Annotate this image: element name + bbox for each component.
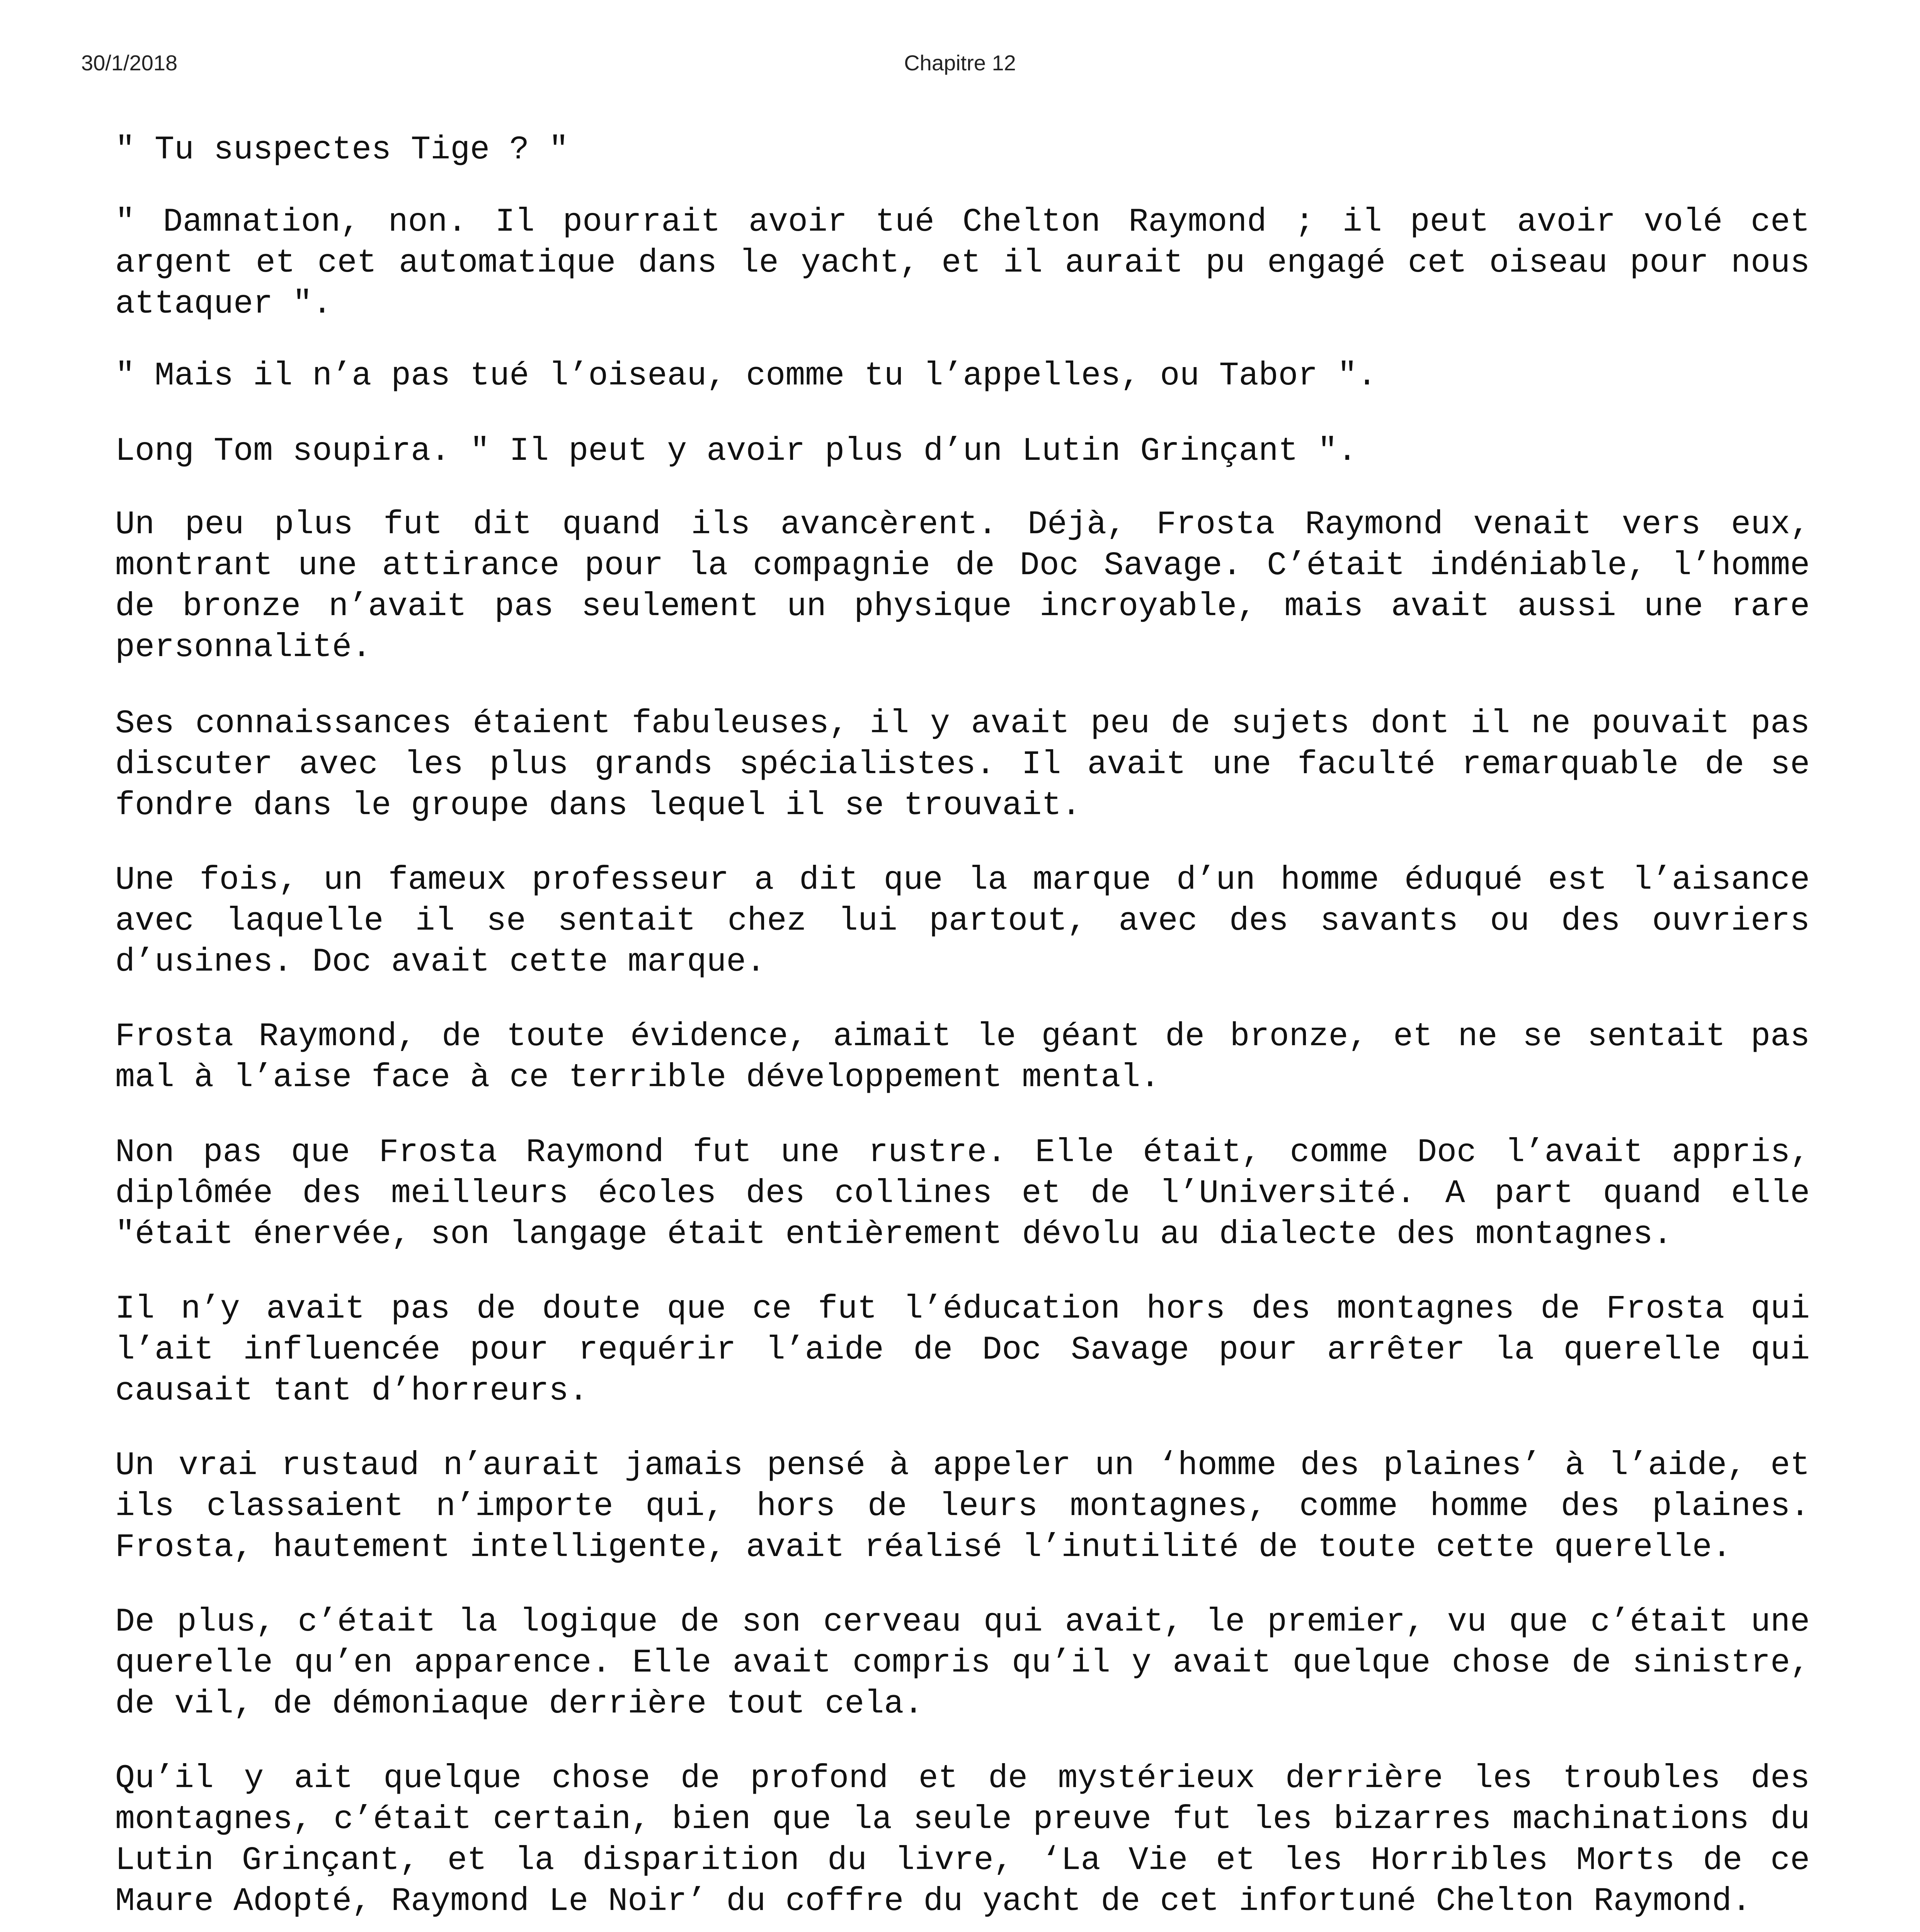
page-header [0,0,1920,116]
paragraph: " Tu suspectes Tige ? " [115,131,569,168]
paragraph: Non pas que Frosta Raymond fut une rustre. Elle était, comme Doc l’avait appris, diplômée des meilleurs écoles des collines et de l’Université. A part quand elle "était énervée, son langage était entièrement dévolu au dialecte des montagnes. [115,1134,1810,1253]
paragraph: Un peu plus fut dit quand ils avancèrent. Déjà, Frosta Raymond venait vers eux, montrant une attirance pour la compagnie de Doc Savage. C’était indéniable, l’homme de bronze n’avait pas seulement un physique incroyable, mais avait aussi une rare personnalité. [115,506,1810,666]
paragraph: Long Tom soupira. " Il peut y avoir plus d’un Lutin Grinçant ". [115,432,1357,470]
paragraph: Un vrai rustaud n’aurait jamais pensé à appeler un ‘homme des plaines’ à l’aide, et ils classaient n’importe qui, hors de leurs montagnes, comme homme des plaines. Frosta, hautement intelligente, avait réalisé l’inutilité de toute cette querelle. [115,1447,1810,1566]
paragraph: De plus, c’était la logique de son cerveau qui avait, le premier, vu que c’était une querelle qu’en apparence. Elle avait compris qu’il y avait quelque chose de sinistre, de vil, de démoniaque derrière tout cela. [115,1603,1810,1723]
paragraph: Il n’y avait pas de doute que ce fut l’éducation hors des montagnes de Frosta qui l’ait influencée pour requérir l’aide de Doc Savage pour arrêter la querelle qui causait tant d’horreurs. [115,1290,1810,1410]
paragraph: " Damnation, non. Il pourrait avoir tué Chelton Raymond ; il peut avoir volé cet argent et cet automatique dans le yacht, et il aurait pu engagé cet oiseau pour nous attaquer ". [115,203,1810,323]
paragraph: Frosta Raymond, de toute évidence, aimait le géant de bronze, et ne se sentait pas mal à l’aise face à ce terrible développement mental. [115,1018,1810,1096]
page-title: Chapitre 12 [904,51,1016,75]
paragraph: Une fois, un fameux professeur a dit que la marque d’un homme éduqué est l’aisance avec laquelle il se sentait chez lui partout, avec des savants ou des ouvriers d’usines. Doc avait cette marque. [115,861,1810,981]
paragraph: Ses connaissances étaient fabuleuses, il y avait peu de sujets dont il ne pouvait pas discuter avec les plus grands spécialistes. Il avait une faculté remarquable de se fondre dans le groupe dans lequel il se trouvait. [115,705,1810,824]
paragraph: Qu’il y ait quelque chose de profond et de mystérieux derrière les troubles des montagnes, c’était certain, bien que la seule preuve fut les bizarres machinations du Lutin Grinçant, et la disparition du livre, ‘La Vie et les Horribles Morts de ce Maure Adopté, Raymond Le Noir’ du coffre du yacht de cet infortuné Chelton Raymond. [115,1760,1810,1920]
paragraph: " Mais il n’a pas tué l’oiseau, comme tu l’appelles, ou Tabor ". [115,357,1377,395]
print-date: 30/1/2018 [81,51,178,75]
